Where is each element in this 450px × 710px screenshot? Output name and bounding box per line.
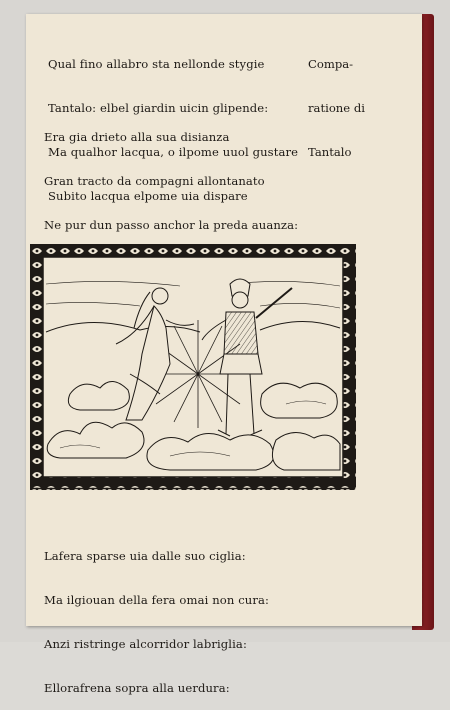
verse-line: Ne pur dun passo anchor la preda auanza:	[44, 217, 299, 232]
verse-line: Ma ilgiouan della fera omai non cura:	[44, 592, 270, 607]
verse-line: Era gia drieto alla sua disianza	[44, 130, 230, 145]
marginal-note-line: Tantalo	[308, 144, 352, 159]
verse-line: Lafera sparse uia dalle suo ciglia:	[44, 549, 246, 564]
woodcut-illustration	[30, 244, 356, 490]
verse-line: Ma qualhor lacqua, o ilpome uuol gustare	[48, 144, 299, 159]
verse-line: Ellorafrena sopra alla uerdura:	[44, 680, 230, 695]
verse-line: Qual fino allabro sta nellonde stygie	[48, 57, 265, 72]
verse-stanza-bottom	[44, 520, 269, 710]
marginal-note-line: ratione di	[308, 100, 365, 115]
marginal-note	[308, 28, 365, 174]
verse-line: Subito lacqua elpome uia dispare	[48, 188, 248, 203]
verse-line: Gran tracto da compagni allontanato	[44, 173, 265, 188]
verse-line: Anzi ristringe alcorridor labriglia:	[44, 636, 247, 651]
verse-line: Tantalo: elbel giardin uicin glipende:	[48, 100, 269, 115]
marginal-note-line: Compa-	[308, 57, 354, 72]
